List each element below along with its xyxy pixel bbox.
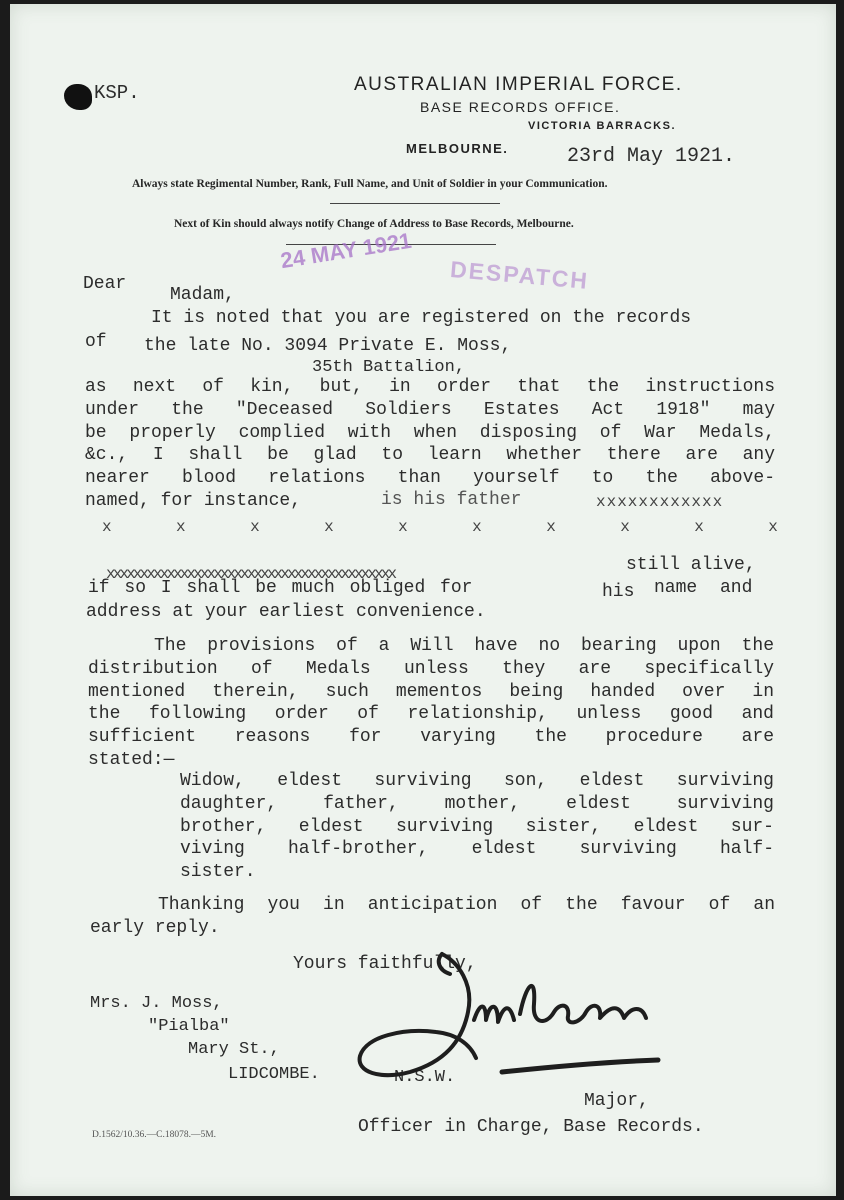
paragraph1-line: named, for instance, <box>85 490 302 511</box>
paragraph2-line: The provisions of a Will have no bearing upon the <box>154 636 774 656</box>
order-line: viving half-brother, eldest surviving half- <box>180 839 774 860</box>
x-mark: x <box>768 518 778 536</box>
paragraph2-line: distribution of Medals unless they are specifically <box>88 658 774 679</box>
yours-faithfully: Yours faithfully, <box>293 954 477 974</box>
punch-hole <box>64 84 92 110</box>
closing-line: early reply. <box>90 917 220 938</box>
order-line: Widow, eldest surviving son, eldest surviving <box>180 771 774 791</box>
letter-page <box>10 4 836 1196</box>
battalion: 35th Battalion, <box>312 358 466 377</box>
instruction-address: Next of Kin should always notify Change of Address to Base Records, Melbourne. <box>174 218 574 230</box>
paragraph1-line: under the "Deceased Soldiers Estates Act 1918" may <box>85 399 775 420</box>
signature-stroke <box>502 1060 658 1072</box>
x-mark: x <box>694 518 704 536</box>
signature-stroke <box>474 1007 514 1023</box>
signature <box>340 944 670 1094</box>
divider-rule <box>330 203 500 204</box>
address-line: address at your earliest convenience. <box>86 602 486 622</box>
letterhead-office: BASE RECORDS OFFICE. <box>420 99 621 115</box>
paragraph1-line: as next of kin, but, in order that the instructions <box>85 377 775 397</box>
x-mark: x <box>472 518 482 536</box>
paragraph2-line: the following order of relationship, unless good and <box>88 704 774 725</box>
x-mark: x <box>176 518 186 536</box>
closing-line: Thanking you in anticipation of the favour of an <box>158 895 775 915</box>
addressee-house: "Pialba" <box>148 1017 230 1036</box>
x-mark: x <box>324 518 334 536</box>
despatch-stamp: DESPATCH <box>449 255 591 295</box>
signature-stroke <box>520 986 646 1023</box>
paragraph1-line: nearer blood relations than yourself to the above- <box>85 468 775 489</box>
paragraph2-line: sufficient reasons for varying the procedure are <box>88 727 774 748</box>
salutation-name: Madam, <box>170 285 235 305</box>
form-code: D.1562/10.36.—C.18078.—5M. <box>92 1130 217 1140</box>
crossed-out-fill: xxxxxxxxxxxx <box>596 493 724 511</box>
addressee-town: LIDCOMBE. <box>228 1065 320 1084</box>
paragraph1-line: be properly complied with when disposing of War Medals, <box>85 422 775 443</box>
received-date-stamp: 24 MAY 1921 <box>278 227 414 274</box>
paragraph2-body <box>88 635 774 772</box>
crossed-out-line: xxxxxxxxxxxxxxxxxxxxxxxxxxxxxxxxxxxxxxxxxxx <box>106 565 395 583</box>
signature-stroke <box>360 954 476 1075</box>
letterhead-city: MELBOURNE. <box>406 141 509 156</box>
father-fill: is his father <box>381 490 522 510</box>
relationship-order <box>180 770 774 884</box>
still-alive: still alive, <box>626 555 756 575</box>
order-line: brother, eldest surviving sister, eldest sur- <box>180 816 774 837</box>
paragraph2-line: mentioned therein, such mementos being handed over in <box>88 681 774 702</box>
letterhead-barracks: VICTORIA BARRACKS. <box>528 120 677 132</box>
addressee-street: Mary St., <box>188 1040 280 1059</box>
x-mark: x <box>250 518 260 536</box>
order-line: daughter, father, mother, eldest surviving <box>180 793 774 814</box>
instruction-regimental: Always state Regimental Number, Rank, Full Name, and Unit of Soldier in your Communication. <box>132 178 608 190</box>
addressee-state: N.S.W. <box>394 1068 456 1087</box>
crossed-out-row <box>102 518 778 536</box>
paragraph1-line1: It is noted that you are registered on the records <box>151 308 692 328</box>
letter-date: 23rd May 1921. <box>567 145 736 168</box>
soldier-details: the late No. 3094 Private E. Moss, <box>144 336 512 356</box>
salutation-label: Dear <box>83 274 127 294</box>
closing-paragraph <box>90 894 775 940</box>
signatory-title: Officer in Charge, Base Records. <box>358 1117 704 1137</box>
letterhead-org: AUSTRALIAN IMPERIAL FORCE. <box>354 74 683 95</box>
paragraph1-line: &c., I shall be glad to learn whether there are any <box>85 445 775 466</box>
x-mark: x <box>546 518 556 536</box>
paragraph2-line: stated:— <box>88 749 175 770</box>
addressee-name: Mrs. J. Moss, <box>90 994 223 1013</box>
x-mark: x <box>102 518 112 536</box>
x-mark: x <box>620 518 630 536</box>
x-mark: x <box>398 518 408 536</box>
name-and: name and <box>654 578 753 598</box>
obliged-line: if so I shall be much obliged for <box>88 578 473 598</box>
signatory-rank: Major, <box>584 1091 649 1111</box>
paragraph1-of: of <box>85 332 107 352</box>
order-line: sister. <box>180 862 256 883</box>
his-fill: his <box>602 582 635 602</box>
reference-code: KSP. <box>94 82 140 104</box>
